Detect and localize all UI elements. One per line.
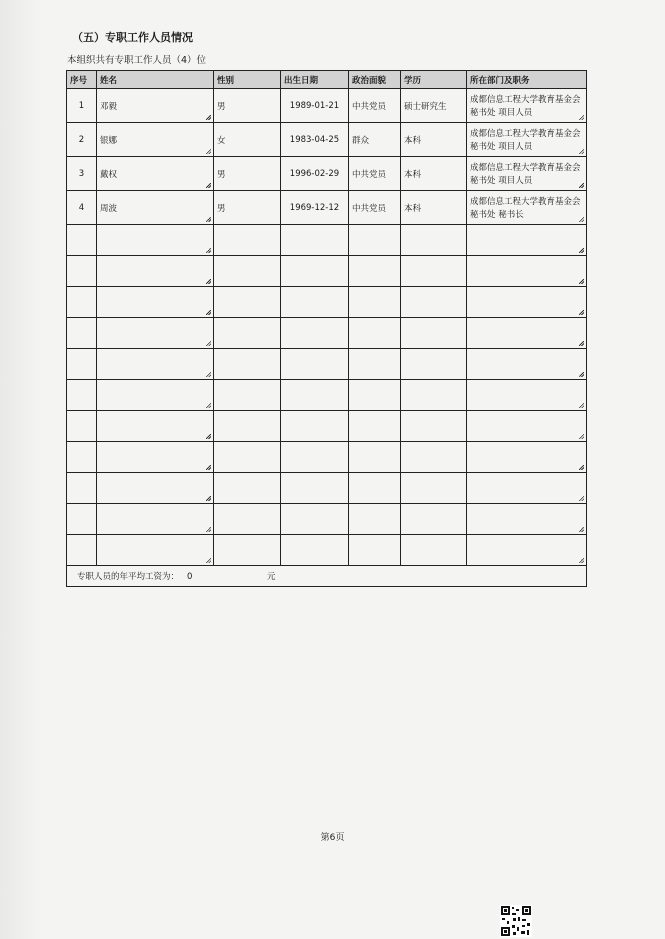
resize-grip-icon[interactable]: [206, 434, 211, 439]
empty-cell[interactable]: [467, 535, 587, 566]
empty-cell: [401, 442, 467, 473]
resize-grip-icon[interactable]: [579, 434, 584, 439]
empty-cell: [67, 256, 97, 287]
empty-cell[interactable]: [467, 256, 587, 287]
cell-political: 中共党员: [349, 191, 401, 225]
empty-cell: [281, 380, 349, 411]
cell-seq: 3: [67, 157, 97, 191]
cell-dept[interactable]: [467, 191, 587, 225]
empty-cell: [401, 318, 467, 349]
table-row: [67, 191, 587, 225]
empty-cell[interactable]: [97, 473, 214, 504]
empty-cell: [281, 535, 349, 566]
resize-grip-icon[interactable]: [579, 310, 584, 315]
empty-cell: [401, 535, 467, 566]
cell-dept-line2: 秘书处 秘书长: [470, 209, 524, 220]
empty-cell: [214, 473, 281, 504]
empty-cell: [349, 473, 401, 504]
empty-table-row: [67, 287, 587, 318]
section-title: （五）专职工作人员情况: [72, 31, 193, 44]
cell-birth: 1969-12-12: [281, 191, 349, 225]
header-name: 姓名: [97, 71, 214, 89]
empty-cell: [401, 380, 467, 411]
empty-cell: [67, 473, 97, 504]
empty-cell[interactable]: [97, 442, 214, 473]
cell-dept-line1: 成都信息工程大学教育基金会: [470, 162, 581, 173]
cell-education: 本科: [401, 123, 467, 157]
resize-grip-icon[interactable]: [206, 183, 211, 188]
resize-grip-icon[interactable]: [206, 217, 211, 222]
header-education: 学历: [401, 71, 467, 89]
empty-cell: [281, 318, 349, 349]
cell-dept[interactable]: [467, 157, 587, 191]
resize-grip-icon[interactable]: [206, 465, 211, 470]
empty-cell: [349, 535, 401, 566]
table-header-row: [67, 71, 587, 89]
empty-table-row: [67, 442, 587, 473]
empty-cell: [349, 411, 401, 442]
empty-cell: [401, 349, 467, 380]
empty-cell: [281, 256, 349, 287]
header-political: 政治面貌: [349, 71, 401, 89]
cell-name[interactable]: [97, 191, 214, 225]
cell-gender: 男: [214, 157, 281, 191]
resize-grip-icon[interactable]: [579, 372, 584, 377]
cell-dept-line1: 成都信息工程大学教育基金会: [470, 196, 581, 207]
cell-dept-line2: 秘书处 项目人员: [470, 175, 533, 186]
empty-cell: [281, 349, 349, 380]
empty-cell[interactable]: [97, 318, 214, 349]
empty-table-row: [67, 473, 587, 504]
header-seq: 序号: [67, 71, 97, 89]
empty-cell: [401, 256, 467, 287]
resize-grip-icon[interactable]: [206, 248, 211, 253]
resize-grip-icon[interactable]: [579, 527, 584, 532]
empty-table-row: [67, 225, 587, 256]
resize-grip-icon[interactable]: [579, 341, 584, 346]
empty-cell[interactable]: [467, 225, 587, 256]
cell-political: 中共党员: [349, 89, 401, 123]
resize-grip-icon[interactable]: [579, 403, 584, 408]
cell-name[interactable]: [97, 123, 214, 157]
cell-dept-line2: 秘书处 项目人员: [470, 141, 533, 152]
empty-cell: [214, 535, 281, 566]
cell-dept-line2: 秘书处 项目人员: [470, 107, 533, 118]
empty-cell: [401, 504, 467, 535]
empty-cell: [67, 349, 97, 380]
empty-cell[interactable]: [467, 318, 587, 349]
empty-table-row: [67, 411, 587, 442]
empty-cell: [67, 504, 97, 535]
resize-grip-icon[interactable]: [579, 183, 584, 188]
empty-cell[interactable]: [97, 535, 214, 566]
header-gender: 性别: [214, 71, 281, 89]
resize-grip-icon[interactable]: [206, 310, 211, 315]
empty-cell: [349, 504, 401, 535]
header-birth: 出生日期: [281, 71, 349, 89]
empty-cell: [281, 504, 349, 535]
empty-table-row: [67, 535, 587, 566]
resize-grip-icon[interactable]: [206, 403, 211, 408]
empty-cell: [281, 411, 349, 442]
empty-cell[interactable]: [467, 349, 587, 380]
empty-cell: [67, 318, 97, 349]
cell-birth: 1989-01-21: [281, 89, 349, 123]
empty-cell: [67, 535, 97, 566]
staff-table: [66, 70, 587, 587]
cell-name-text: 邓毅: [100, 101, 118, 112]
empty-cell[interactable]: [97, 349, 214, 380]
resize-grip-icon[interactable]: [206, 558, 211, 563]
empty-table-row: [67, 318, 587, 349]
resize-grip-icon[interactable]: [579, 465, 584, 470]
empty-cell: [67, 380, 97, 411]
empty-table-row: [67, 380, 587, 411]
table-row: [67, 123, 587, 157]
cell-dept-line1: 成都信息工程大学教育基金会: [470, 128, 581, 139]
empty-table-row: [67, 504, 587, 535]
staff-count-text: 本组织共有专职工作人员（4）位: [67, 55, 207, 66]
empty-cell: [349, 225, 401, 256]
cell-dept-line1: 成都信息工程大学教育基金会: [470, 94, 581, 105]
empty-cell[interactable]: [467, 411, 587, 442]
cell-birth: 1983-04-25: [281, 123, 349, 157]
empty-cell: [214, 504, 281, 535]
empty-cell: [281, 225, 349, 256]
resize-grip-icon[interactable]: [579, 217, 584, 222]
empty-cell: [214, 256, 281, 287]
empty-cell: [401, 473, 467, 504]
empty-cell: [214, 318, 281, 349]
empty-cell[interactable]: [97, 225, 214, 256]
cell-education: 本科: [401, 157, 467, 191]
page-number: 第6页: [320, 833, 345, 843]
cell-dept[interactable]: [467, 89, 587, 123]
cell-seq: 4: [67, 191, 97, 225]
empty-cell[interactable]: [467, 473, 587, 504]
resize-grip-icon[interactable]: [206, 149, 211, 154]
cell-education: 硕士研究生: [401, 89, 467, 123]
cell-gender: 男: [214, 89, 281, 123]
resize-grip-icon[interactable]: [206, 115, 211, 120]
resize-grip-icon[interactable]: [579, 115, 584, 120]
empty-cell[interactable]: [97, 256, 214, 287]
empty-cell: [214, 225, 281, 256]
cell-gender: 男: [214, 191, 281, 225]
resize-grip-icon[interactable]: [206, 372, 211, 377]
salary-row: [67, 566, 587, 587]
empty-cell: [349, 256, 401, 287]
empty-table-row: [67, 349, 587, 380]
table-row: [67, 89, 587, 123]
empty-cell: [349, 380, 401, 411]
empty-cell: [67, 287, 97, 318]
empty-cell: [67, 225, 97, 256]
empty-cell[interactable]: [467, 287, 587, 318]
cell-gender: 女: [214, 123, 281, 157]
empty-cell: [214, 442, 281, 473]
salary-label: 专职人员的年平均工资为：: [77, 572, 180, 582]
resize-grip-icon[interactable]: [579, 496, 584, 501]
resize-grip-icon[interactable]: [206, 341, 211, 346]
cell-dept[interactable]: [467, 123, 587, 157]
cell-political: 群众: [349, 123, 401, 157]
empty-cell: [281, 442, 349, 473]
cell-name-text: 周波: [100, 203, 118, 214]
empty-table-row: [67, 256, 587, 287]
cell-name[interactable]: [97, 89, 214, 123]
resize-grip-icon[interactable]: [206, 496, 211, 501]
empty-cell: [214, 349, 281, 380]
table-row: [67, 157, 587, 191]
empty-cell: [214, 287, 281, 318]
empty-cell: [67, 442, 97, 473]
cell-birth: 1996-02-29: [281, 157, 349, 191]
empty-cell[interactable]: [97, 504, 214, 535]
cell-seq: 2: [67, 123, 97, 157]
empty-cell: [214, 411, 281, 442]
cell-education: 本科: [401, 191, 467, 225]
resize-grip-icon[interactable]: [579, 279, 584, 284]
empty-cell: [349, 349, 401, 380]
empty-cell: [401, 287, 467, 318]
qr-code-icon: [500, 905, 532, 937]
empty-cell[interactable]: [467, 380, 587, 411]
header-dept: 所在部门及职务: [467, 71, 587, 89]
resize-grip-icon[interactable]: [206, 527, 211, 532]
cell-name-text: 银娜: [100, 135, 118, 146]
empty-cell: [349, 287, 401, 318]
empty-cell[interactable]: [97, 380, 214, 411]
cell-name-text: 戴权: [100, 169, 118, 180]
empty-cell: [67, 411, 97, 442]
empty-cell[interactable]: [467, 442, 587, 473]
resize-grip-icon[interactable]: [579, 149, 584, 154]
empty-cell: [281, 287, 349, 318]
resize-grip-icon[interactable]: [579, 248, 584, 253]
empty-cell: [349, 318, 401, 349]
cell-seq: 1: [67, 89, 97, 123]
resize-grip-icon[interactable]: [206, 279, 211, 284]
empty-cell: [214, 380, 281, 411]
cell-name[interactable]: [97, 157, 214, 191]
resize-grip-icon[interactable]: [579, 558, 584, 563]
empty-cell[interactable]: [97, 287, 214, 318]
salary-value: 0: [187, 572, 193, 582]
empty-cell: [401, 225, 467, 256]
salary-unit: 元: [267, 572, 276, 582]
empty-cell: [281, 473, 349, 504]
cell-political: 中共党员: [349, 157, 401, 191]
empty-cell: [401, 411, 467, 442]
empty-cell[interactable]: [467, 504, 587, 535]
scan-edge: [0, 0, 42, 939]
empty-cell[interactable]: [97, 411, 214, 442]
salary-cell: [67, 566, 587, 587]
empty-cell: [349, 442, 401, 473]
